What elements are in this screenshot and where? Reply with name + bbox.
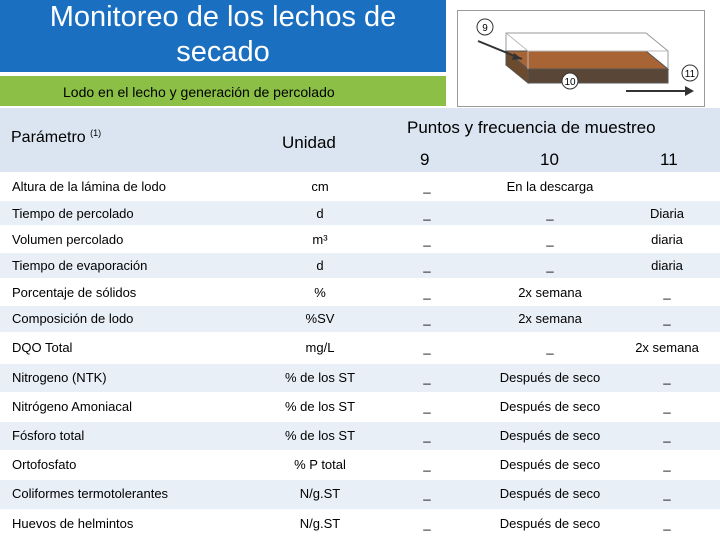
cell-parameter: Coliformes termotolerantes xyxy=(12,486,169,501)
cell-parameter: Fósforo total xyxy=(12,428,85,443)
cell-unit: % de los ST xyxy=(284,370,356,385)
cell-point-10: 2x semana xyxy=(518,285,582,300)
cell-point-9: _ xyxy=(423,457,431,472)
cell-parameter: Composición de lodo xyxy=(12,311,134,326)
cell-point-10: _ xyxy=(546,232,554,247)
table-row xyxy=(0,422,720,450)
cell-parameter: Tiempo de percolado xyxy=(12,206,134,221)
cell-unit: % de los ST xyxy=(284,428,356,443)
cell-point-10: _ xyxy=(546,206,554,221)
cell-unit: d xyxy=(316,206,324,221)
cell-point-9: _ xyxy=(423,206,431,221)
cell-unit: m³ xyxy=(312,232,328,247)
cell-point-11: _ xyxy=(663,285,671,300)
table-row xyxy=(0,451,720,479)
cell-unit: N/g.ST xyxy=(299,486,341,501)
cell-point-10: En la descarga xyxy=(506,179,594,194)
table-row xyxy=(0,393,720,421)
cell-point-9: _ xyxy=(423,285,431,300)
header-points-frequency: Puntos y frecuencia de muestreo xyxy=(407,118,656,137)
page-subtitle: Lodo en el lecho y generación de percolado xyxy=(63,84,335,100)
table-row xyxy=(0,334,720,362)
cell-unit: mg/L xyxy=(305,340,335,355)
cell-point-9: _ xyxy=(423,399,431,414)
cell-point-9: _ xyxy=(423,428,431,443)
cell-point-11: _ xyxy=(663,516,671,531)
cell-unit: % de los ST xyxy=(284,399,356,414)
cell-point-11: 2x semana xyxy=(635,340,699,355)
table-row xyxy=(0,280,720,304)
cell-point-9: _ xyxy=(423,232,431,247)
cell-point-11: Diaria xyxy=(650,206,684,221)
header-parameter: Parámetro $^{(1)}$ xyxy=(11,128,102,146)
cell-parameter: Ortofosfato xyxy=(12,457,77,472)
header-param-note: (1) xyxy=(90,128,102,138)
cell-point-10: Después de seco xyxy=(499,486,601,501)
cell-unit: % xyxy=(314,285,326,300)
header-point-10: 10 xyxy=(540,150,559,169)
cell-point-10: _ xyxy=(546,258,554,273)
header-unit: Unidad xyxy=(282,133,336,152)
cell-unit: d xyxy=(316,258,324,273)
cell-parameter: Volumen percolado xyxy=(12,232,124,247)
table-row xyxy=(0,364,720,392)
cell-point-10: Después de seco xyxy=(499,516,601,531)
cell-point-9: _ xyxy=(423,258,431,273)
header-point-11: 11 xyxy=(660,150,678,169)
cell-point-9: _ xyxy=(423,311,431,326)
table-row xyxy=(0,175,720,199)
cell-point-11: diaria xyxy=(651,258,683,273)
table-row xyxy=(0,480,720,509)
table-row xyxy=(0,253,720,278)
cell-unit: %SV xyxy=(305,311,335,326)
cell-point-11: _ xyxy=(663,486,671,501)
point-9-label: 9 xyxy=(482,23,488,34)
cell-parameter: Altura de la lámina de lodo xyxy=(12,179,166,194)
cell-unit: % P total xyxy=(294,457,346,472)
cell-point-9: _ xyxy=(423,370,431,385)
drying-bed-figure xyxy=(457,10,705,107)
subtitle-banner xyxy=(0,76,446,106)
cell-point-11: diaria xyxy=(651,232,683,247)
cell-point-10: Después de seco xyxy=(499,428,601,443)
table-row xyxy=(0,201,720,225)
cell-point-10: Después de seco xyxy=(499,370,601,385)
table-row xyxy=(0,306,720,332)
drying-bed-diagram xyxy=(458,11,704,106)
cell-point-9: _ xyxy=(423,486,431,501)
cell-unit: cm xyxy=(311,179,329,194)
cell-point-9: _ xyxy=(423,179,431,194)
cell-point-11: _ xyxy=(663,428,671,443)
table-row xyxy=(0,227,720,251)
cell-point-10: Después de seco xyxy=(499,399,601,414)
cell-parameter: Tiempo de evaporación xyxy=(12,258,148,273)
cell-unit: N/g.ST xyxy=(299,516,341,531)
cell-parameter: DQO Total xyxy=(12,340,73,355)
header-point-9: 9 xyxy=(420,150,430,169)
cell-point-11: _ xyxy=(663,311,671,326)
cell-point-9: _ xyxy=(423,340,431,355)
page-title: Monitoreo de los lechos de secado xyxy=(49,1,397,68)
table-row xyxy=(0,510,720,538)
cell-point-10: _ xyxy=(546,340,554,355)
cell-point-11: _ xyxy=(663,370,671,385)
cell-parameter: Huevos de helmintos xyxy=(12,516,134,531)
cell-point-9: _ xyxy=(423,516,431,531)
cell-point-11: _ xyxy=(663,399,671,414)
cell-parameter: Porcentaje de sólidos xyxy=(12,285,137,300)
cell-point-10: 2x semana xyxy=(518,311,582,326)
cell-point-11: _ xyxy=(663,457,671,472)
cell-parameter: Nitrógeno Amoniacal xyxy=(12,399,132,414)
title-banner xyxy=(0,0,446,72)
point-11-label: 11 xyxy=(684,69,696,80)
cell-point-10: Después de seco xyxy=(499,457,601,472)
cell-parameter: Nitrogeno (NTK) xyxy=(12,370,107,385)
point-10-label: 10 xyxy=(564,77,576,88)
